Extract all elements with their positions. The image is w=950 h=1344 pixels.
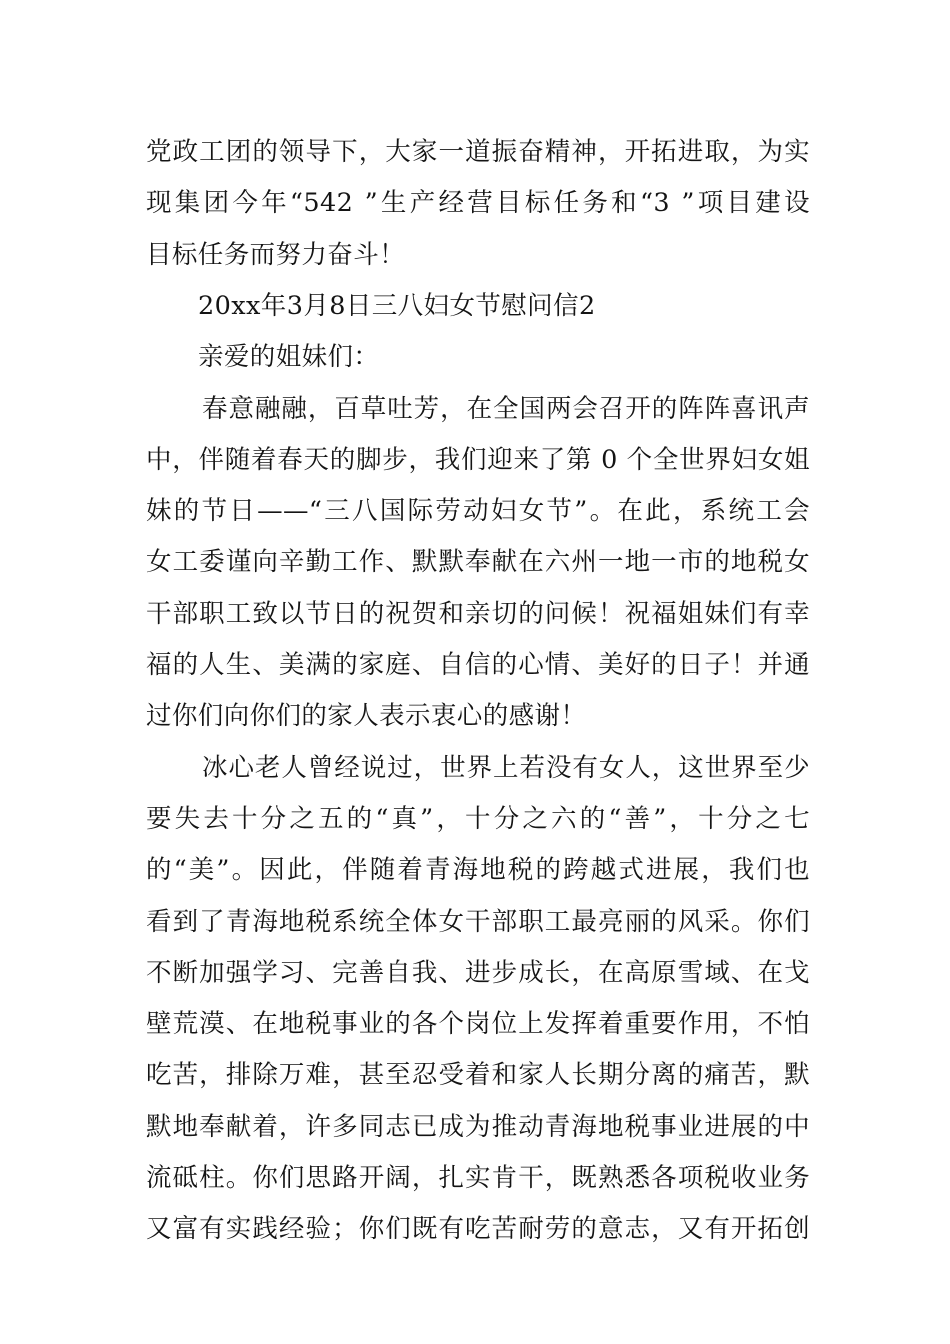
text-line: 冰心老人曾经说过，世界上若没有女人，这世界至少 bbox=[202, 752, 810, 783]
text-line: 流砥柱。你们思路开阔，扎实肯干，既熟悉各项税收业务 bbox=[146, 1163, 810, 1193]
text-line: 中，伴随着春天的脚步，我们迎来了第 0 个全世界妇女姐 bbox=[146, 444, 810, 475]
text-line: 要失去十分之五的“真”，十分之六的“善”，十分之七 bbox=[146, 803, 810, 834]
text-line: 目标任务而努力奋斗！ bbox=[146, 239, 406, 270]
text-line: 20xx年3月8日三八妇女节慰问信2 bbox=[198, 290, 596, 321]
text-line: 亲爱的姐妹们： bbox=[198, 342, 380, 373]
text-line: 壁荒漠、在地税事业的各个岗位上发挥着重要作用，不怕 bbox=[146, 1009, 810, 1040]
text-line: 不断加强学习、完善自我、进步成长，在高原雪域、在戈 bbox=[146, 957, 810, 988]
text-line: 党政工团的领导下，大家一道振奋精神，开拓进取，为实 bbox=[146, 137, 810, 167]
text-line: 看到了青海地税系统全体女干部职工最亮丽的风采。你们 bbox=[146, 906, 810, 937]
text-line: 女工委谨向辛勤工作、默默奉献在六州一地一市的地税女 bbox=[146, 547, 810, 578]
text-line: 又富有实践经验；你们既有吃苦耐劳的意志，又有开拓创 bbox=[146, 1214, 810, 1245]
text-line: 吃苦，排除万难，甚至忍受着和家人长期分离的痛苦，默 bbox=[146, 1060, 810, 1091]
text-line: 干部职工致以节日的祝贺和亲切的问候！祝福姐妹们有幸 bbox=[146, 598, 810, 629]
text-line: 妹的节日——“三八国际劳动妇女节”。在此，系统工会 bbox=[146, 496, 810, 527]
text-line: 默地奉献着，许多同志已成为推动青海地税事业进展的中 bbox=[146, 1111, 810, 1142]
text-line: 的“美”。因此，伴随着青海地税的跨越式进展，我们也 bbox=[146, 855, 810, 886]
text-line: 现集团今年“542 ”生产经营目标任务和“3 ”项目建设 bbox=[146, 188, 810, 219]
text-line: 过你们向你们的家人表示衷心的感谢！ bbox=[146, 701, 587, 732]
text-line: 春意融融，百草吐芳，在全国两会召开的阵阵喜讯声 bbox=[202, 393, 810, 424]
text-line: 福的人生、美满的家庭、自信的心情、美好的日子！并通 bbox=[146, 650, 810, 680]
